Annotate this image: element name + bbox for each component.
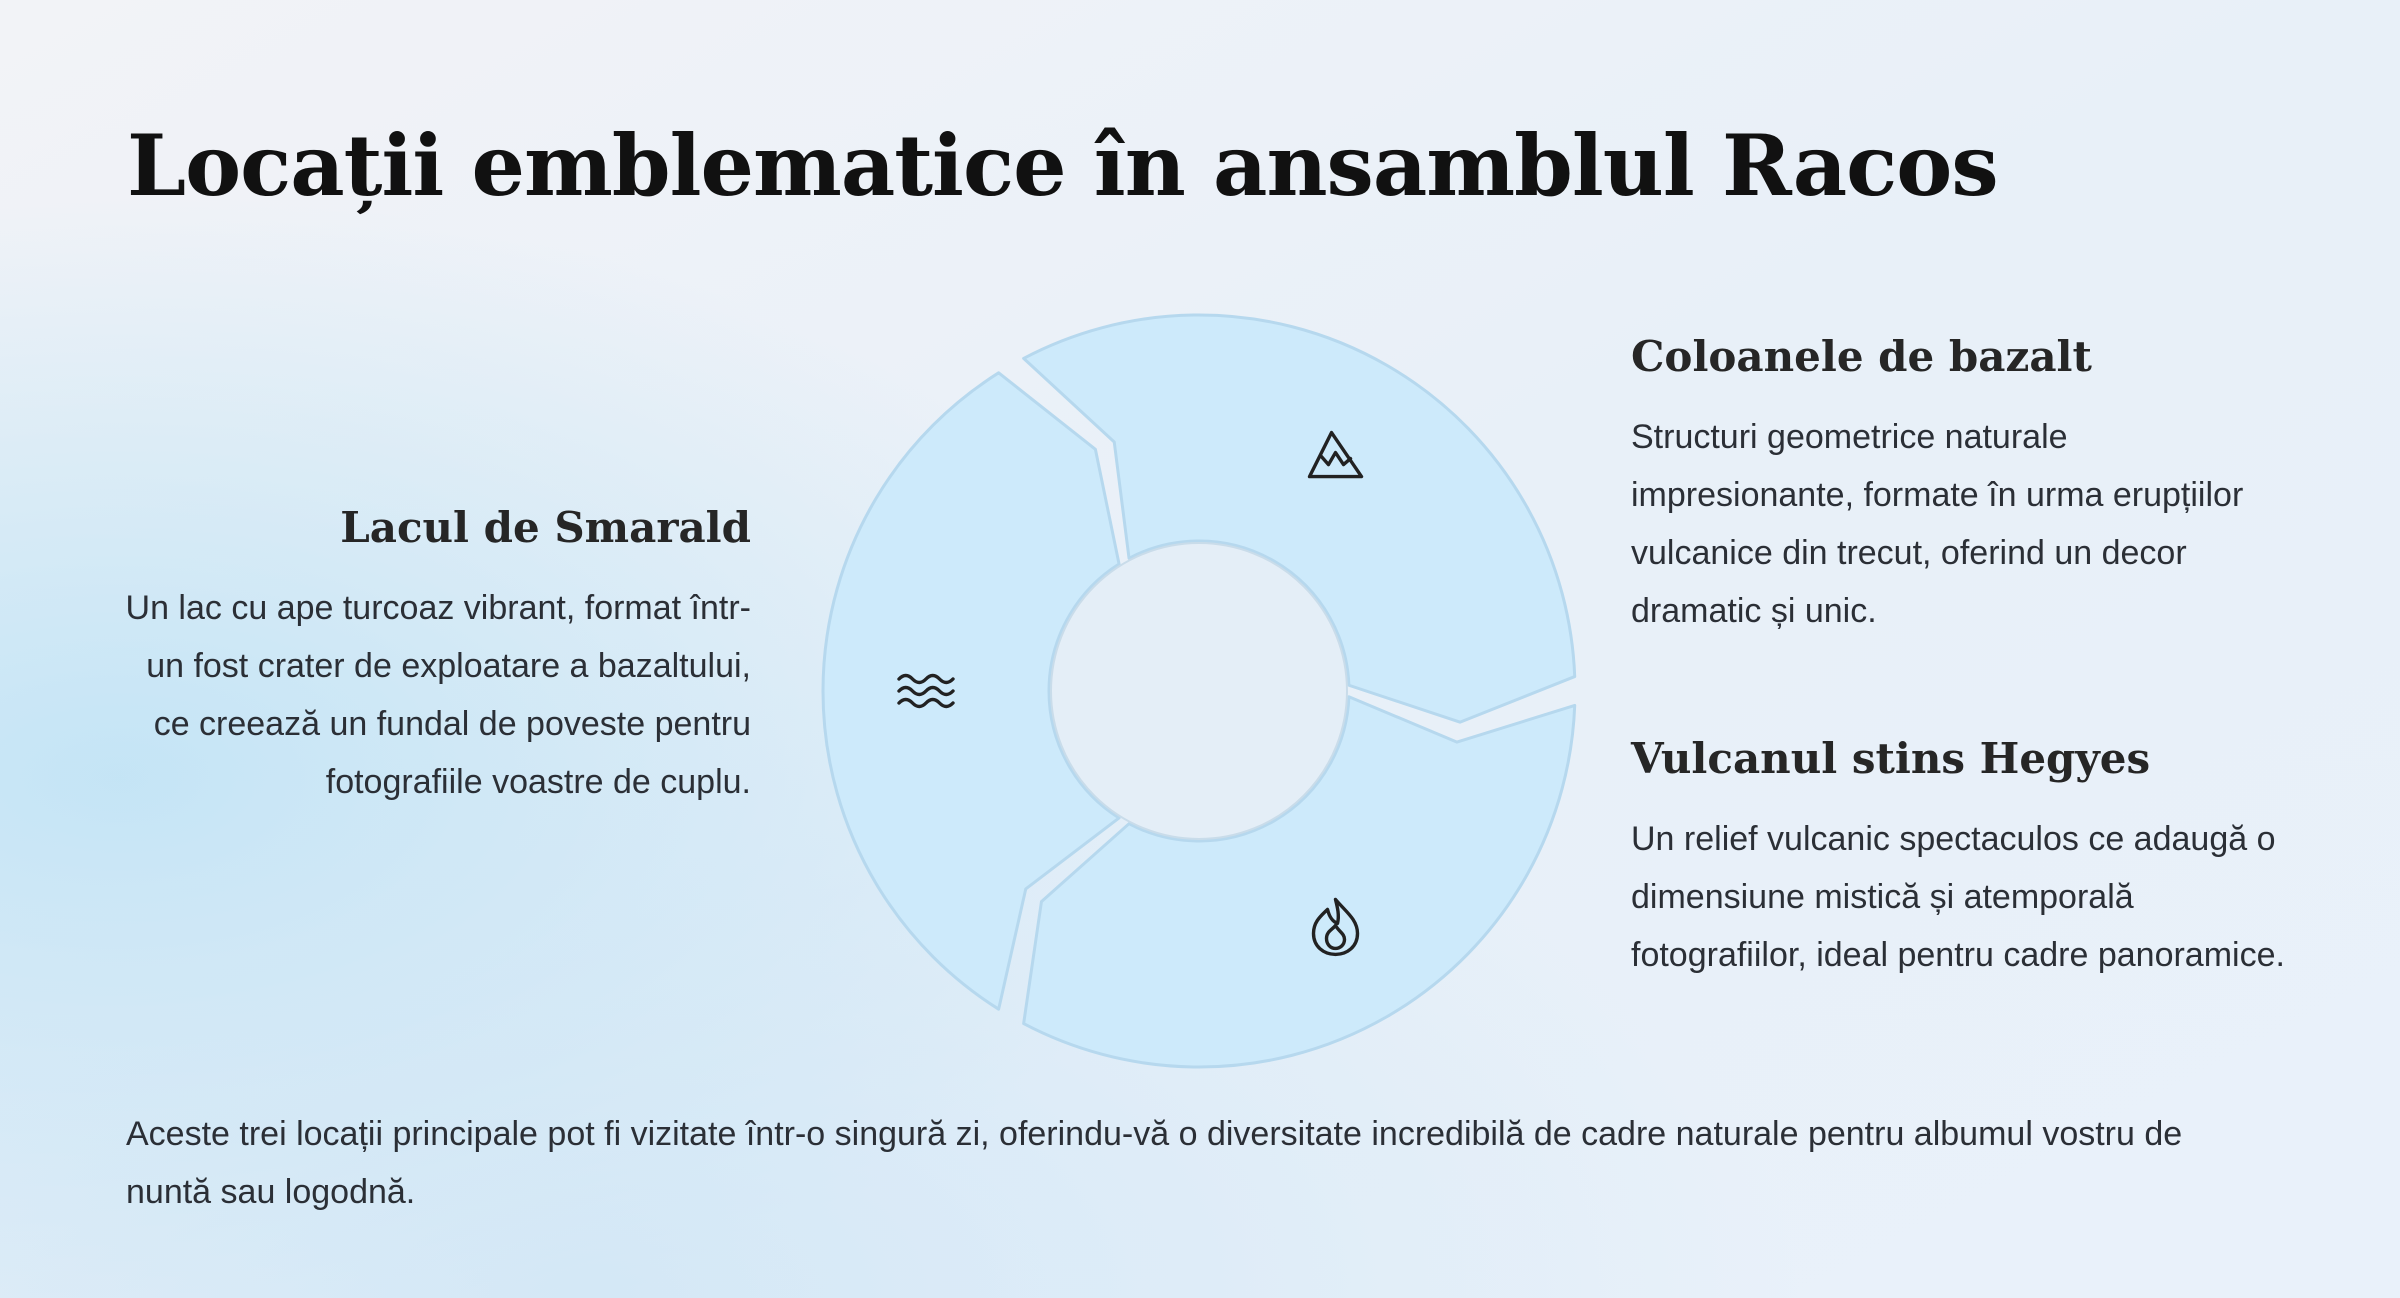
location-title: Lacul de Smarald (340, 503, 751, 552)
location-title: Vulcanul stins Hegyes (1631, 734, 2151, 783)
cycle-center (1051, 543, 1347, 839)
summary-text: Aceste trei locații principale pot fi vizitate într-o singură zi, oferindu-vă o diversitate incredibilă de cadre naturale pentru albumul vostru de nuntă sau logodnă. (126, 1115, 2183, 1211)
slide-title: Locații emblematice în ansamblul Racos (127, 116, 1998, 215)
location-vulcanul-stins-hegyes (1631, 734, 2291, 984)
location-title: Coloanele de bazalt (1631, 332, 2092, 381)
location-coloanele-de-bazalt (1631, 332, 2291, 640)
location-description: Un relief vulcanic spectaculos ce adaugă o dimensiune mistică și atemporală fotografiilor, ideal pentru cadre panoramice. (1631, 820, 2285, 975)
location-description: Un lac cu ape turcoaz vibrant, format într-un fost crater de exploatare a bazaltului, ce creează un fundal de poveste pentru fotografiile voastre de cuplu. (125, 589, 751, 802)
location-description: Structuri geometrice naturale impresionante, formate în urma erupțiilor vulcanice din trecut, oferind un decor dramatic și unic. (1631, 418, 2244, 631)
location-lacul-de-smarald (121, 503, 751, 811)
